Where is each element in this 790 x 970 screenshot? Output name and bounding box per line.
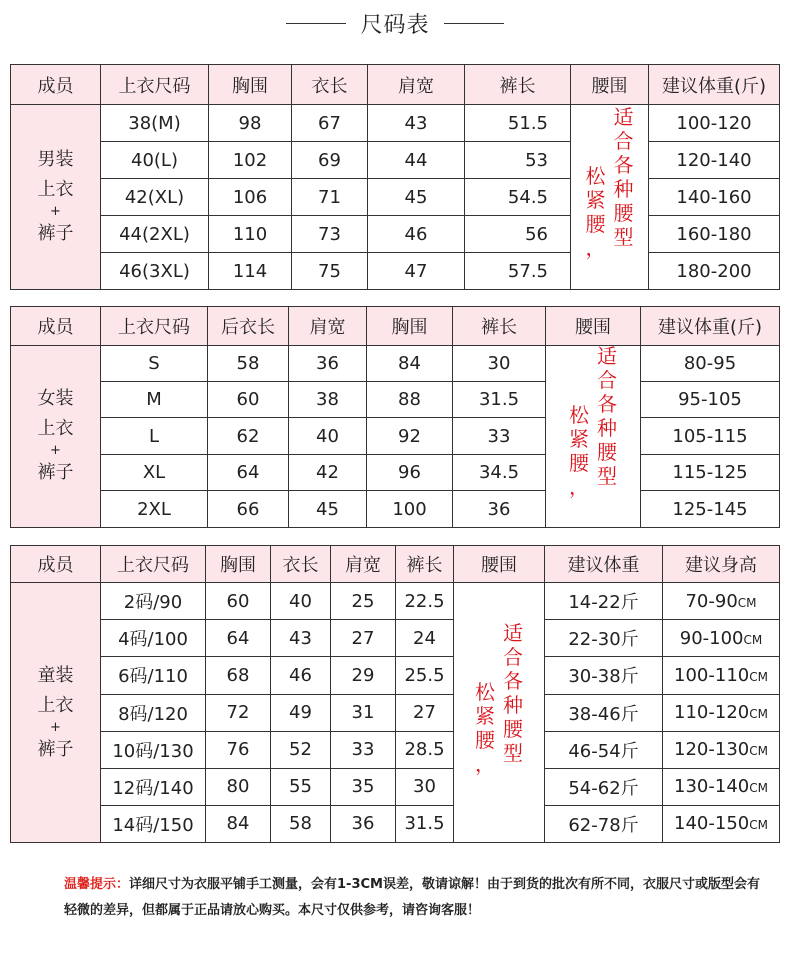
men-header-pants-length: 裤长	[465, 65, 571, 105]
table-row	[11, 142, 780, 179]
cell: S	[101, 345, 208, 381]
cell: 45	[289, 491, 367, 528]
cell: 54-62斤	[545, 768, 663, 805]
kids-header-member: 成员	[11, 546, 101, 583]
cell: 105-115	[641, 418, 780, 454]
cell: 106	[209, 179, 292, 216]
men-header-length: 衣长	[292, 65, 368, 105]
cell: 92	[367, 418, 453, 454]
member-line: 裤子	[37, 738, 74, 760]
cell: 73	[292, 216, 368, 253]
cell: 40	[271, 583, 331, 620]
cell: 33	[331, 731, 396, 768]
cell: 80-95	[641, 345, 780, 381]
cell: 88	[367, 382, 453, 418]
cell: 24	[396, 620, 454, 657]
cell: 80	[206, 768, 271, 805]
men-header-chest: 胸围	[209, 65, 292, 105]
table-row	[11, 345, 780, 381]
cell: 55	[271, 768, 331, 805]
cell: 102	[209, 142, 292, 179]
waist-note-left: 松 紧 腰 ，	[585, 164, 606, 260]
cell: 75	[292, 253, 368, 290]
cell: 30	[396, 768, 454, 805]
cell: 31.5	[396, 805, 454, 842]
table-row	[11, 491, 780, 528]
cell: 114	[209, 253, 292, 290]
women-waist-cell	[546, 345, 641, 527]
cell: 95-105	[641, 382, 780, 418]
cell: 38-46斤	[545, 694, 663, 731]
cell: 56	[465, 216, 571, 253]
table-row	[11, 216, 780, 253]
cell: 2码/90	[101, 583, 206, 620]
title-left-rule	[286, 23, 346, 24]
cell: 46(3XL)	[101, 253, 209, 290]
cell: 52	[271, 731, 331, 768]
cell: 22.5	[396, 583, 454, 620]
cell: 22-30斤	[545, 620, 663, 657]
cell: 100-110CM	[663, 657, 780, 694]
kids-header-top-size: 上衣尺码	[101, 546, 206, 583]
cell: 110-120CM	[663, 694, 780, 731]
waist-note-left: 松 紧 腰 ，	[475, 679, 495, 776]
size-notice	[64, 872, 764, 924]
cell: 90-100CM	[663, 620, 780, 657]
cell: 62-78斤	[545, 805, 663, 842]
cell: 60	[206, 583, 271, 620]
kids-header-length: 衣长	[271, 546, 331, 583]
kids-header-chest: 胸围	[206, 546, 271, 583]
cell: 25.5	[396, 657, 454, 694]
table-row	[11, 583, 780, 620]
member-line: 上衣	[37, 694, 74, 716]
cell: 2XL	[101, 491, 208, 528]
cell: 49	[271, 694, 331, 731]
kids-size-table	[10, 545, 780, 843]
table-row	[11, 105, 780, 142]
table-row	[11, 620, 780, 657]
cell: 25	[331, 583, 396, 620]
kids-header-shoulder: 肩宽	[331, 546, 396, 583]
title-right-rule	[444, 23, 504, 24]
women-header-member: 成员	[11, 307, 101, 346]
table-row	[11, 657, 780, 694]
cell: 84	[206, 805, 271, 842]
cell: 64	[206, 620, 271, 657]
men-header-top-size: 上衣尺码	[101, 65, 209, 105]
men-header-member: 成员	[11, 65, 101, 105]
kids-header-waist: 腰围	[454, 546, 545, 583]
cell: 30-38斤	[545, 657, 663, 694]
cell: 30	[453, 345, 546, 381]
cell: 38	[289, 382, 367, 418]
cell: 58	[271, 805, 331, 842]
cell: 110	[209, 216, 292, 253]
cell: 14-22斤	[545, 583, 663, 620]
table-row	[11, 418, 780, 454]
cell: 36	[331, 805, 396, 842]
cell: 70-90CM	[663, 583, 780, 620]
women-header-back-length: 后衣长	[208, 307, 289, 346]
cell: 43	[368, 105, 465, 142]
men-header-weight: 建议体重(斤)	[649, 65, 780, 105]
cell: 84	[367, 345, 453, 381]
waist-note-right: 适 合 各 种 腰 型	[613, 105, 634, 249]
men-member-cell	[11, 105, 101, 290]
cell: 62	[208, 418, 289, 454]
women-size-table	[10, 306, 780, 528]
member-line: 男装	[37, 149, 74, 170]
cell: 31.5	[453, 382, 546, 418]
cell: 66	[208, 491, 289, 528]
cell: 43	[271, 620, 331, 657]
women-header-top-size: 上衣尺码	[101, 307, 208, 346]
cell: 4码/100	[101, 620, 206, 657]
cell: 180-200	[649, 253, 780, 290]
cell: 100	[367, 491, 453, 528]
cell: XL	[101, 454, 208, 490]
kids-member-cell	[11, 583, 101, 843]
cell: 69	[292, 142, 368, 179]
cell: 96	[367, 454, 453, 490]
table-row	[11, 253, 780, 290]
women-header-weight: 建议体重(斤)	[641, 307, 780, 346]
member-line: 裤子	[37, 223, 74, 244]
waist-note-left: 松 紧 腰 ，	[569, 403, 589, 500]
cell: 71	[292, 179, 368, 216]
cell: 14码/150	[101, 805, 206, 842]
cell: 6码/110	[101, 657, 206, 694]
table-row	[11, 805, 780, 842]
kids-header-pants-length: 裤长	[396, 546, 454, 583]
cell: 60	[208, 382, 289, 418]
title-text: 尺码表	[360, 12, 430, 38]
waist-note-right: 适 合 各 种 腰 型	[597, 345, 617, 489]
kids-waist-cell	[454, 583, 545, 843]
cell: 120-140	[649, 142, 780, 179]
women-header-waist: 腰围	[546, 307, 641, 346]
men-waist-cell	[571, 105, 649, 290]
cell: 36	[453, 491, 546, 528]
cell: 27	[396, 694, 454, 731]
cell: 140-160	[649, 179, 780, 216]
cell: 46	[368, 216, 465, 253]
women-header-shoulder: 肩宽	[289, 307, 367, 346]
cell: 100-120	[649, 105, 780, 142]
cell: 45	[368, 179, 465, 216]
cell: 27	[331, 620, 396, 657]
cell: 28.5	[396, 731, 454, 768]
cell: 36	[289, 345, 367, 381]
women-member-cell	[11, 345, 101, 527]
kids-header-row	[11, 546, 780, 583]
cell: 76	[206, 731, 271, 768]
cell: 68	[206, 657, 271, 694]
member-line: 上衣	[37, 418, 74, 440]
cell: 44	[368, 142, 465, 179]
table-row	[11, 382, 780, 418]
member-line: +	[50, 204, 61, 219]
cell: 46	[271, 657, 331, 694]
member-line: 裤子	[37, 462, 74, 484]
cell: 42(XL)	[101, 179, 209, 216]
member-line: +	[50, 443, 61, 459]
cell: 98	[209, 105, 292, 142]
cell: 40	[289, 418, 367, 454]
table-row	[11, 454, 780, 490]
cell: 58	[208, 345, 289, 381]
cell: 31	[331, 694, 396, 731]
cell: 160-180	[649, 216, 780, 253]
cell: 8码/120	[101, 694, 206, 731]
cell: 140-150CM	[663, 805, 780, 842]
member-line: 女装	[37, 388, 74, 410]
cell: 44(2XL)	[101, 216, 209, 253]
notice-text: 详细尺寸为衣服平铺手工测量，会有1-3CM误差，敬请谅解！由于到货的批次有所不同，衣服尺寸或版型会有轻微的差异，但都属于正品请放心购买。本尺寸仅供参考，请咨询客服！	[64, 877, 760, 918]
cell: 57.5	[465, 253, 571, 290]
cell: 53	[465, 142, 571, 179]
cell: 130-140CM	[663, 768, 780, 805]
cell: 42	[289, 454, 367, 490]
cell: 29	[331, 657, 396, 694]
men-size-table	[10, 64, 780, 290]
cell: M	[101, 382, 208, 418]
men-header-row	[11, 65, 780, 105]
waist-note-right: 适 合 各 种 腰 型	[503, 620, 523, 765]
cell: 115-125	[641, 454, 780, 490]
women-header-pants-length: 裤长	[453, 307, 546, 346]
cell: 51.5	[465, 105, 571, 142]
member-line: 上衣	[37, 179, 74, 200]
cell: 72	[206, 694, 271, 731]
cell: 33	[453, 418, 546, 454]
cell: 35	[331, 768, 396, 805]
notice-label: 温馨提示：	[64, 877, 130, 892]
cell: 125-145	[641, 491, 780, 528]
member-line: 童装	[37, 664, 74, 686]
member-line: +	[50, 719, 61, 735]
cell: 40(L)	[101, 142, 209, 179]
table-row	[11, 694, 780, 731]
women-header-row	[11, 307, 780, 346]
cell: 46-54斤	[545, 731, 663, 768]
cell: 34.5	[453, 454, 546, 490]
cell: 38(M)	[101, 105, 209, 142]
table-row	[11, 768, 780, 805]
kids-header-weight: 建议体重	[545, 546, 663, 583]
table-row	[11, 731, 780, 768]
size-chart-title	[0, 8, 790, 38]
cell: 67	[292, 105, 368, 142]
cell: 10码/130	[101, 731, 206, 768]
men-header-waist: 腰围	[571, 65, 649, 105]
men-header-shoulder: 肩宽	[368, 65, 465, 105]
table-row	[11, 179, 780, 216]
cell: 120-130CM	[663, 731, 780, 768]
cell: L	[101, 418, 208, 454]
cell: 64	[208, 454, 289, 490]
cell: 12码/140	[101, 768, 206, 805]
women-header-chest: 胸围	[367, 307, 453, 346]
cell: 47	[368, 253, 465, 290]
cell: 54.5	[465, 179, 571, 216]
kids-header-height: 建议身高	[663, 546, 780, 583]
